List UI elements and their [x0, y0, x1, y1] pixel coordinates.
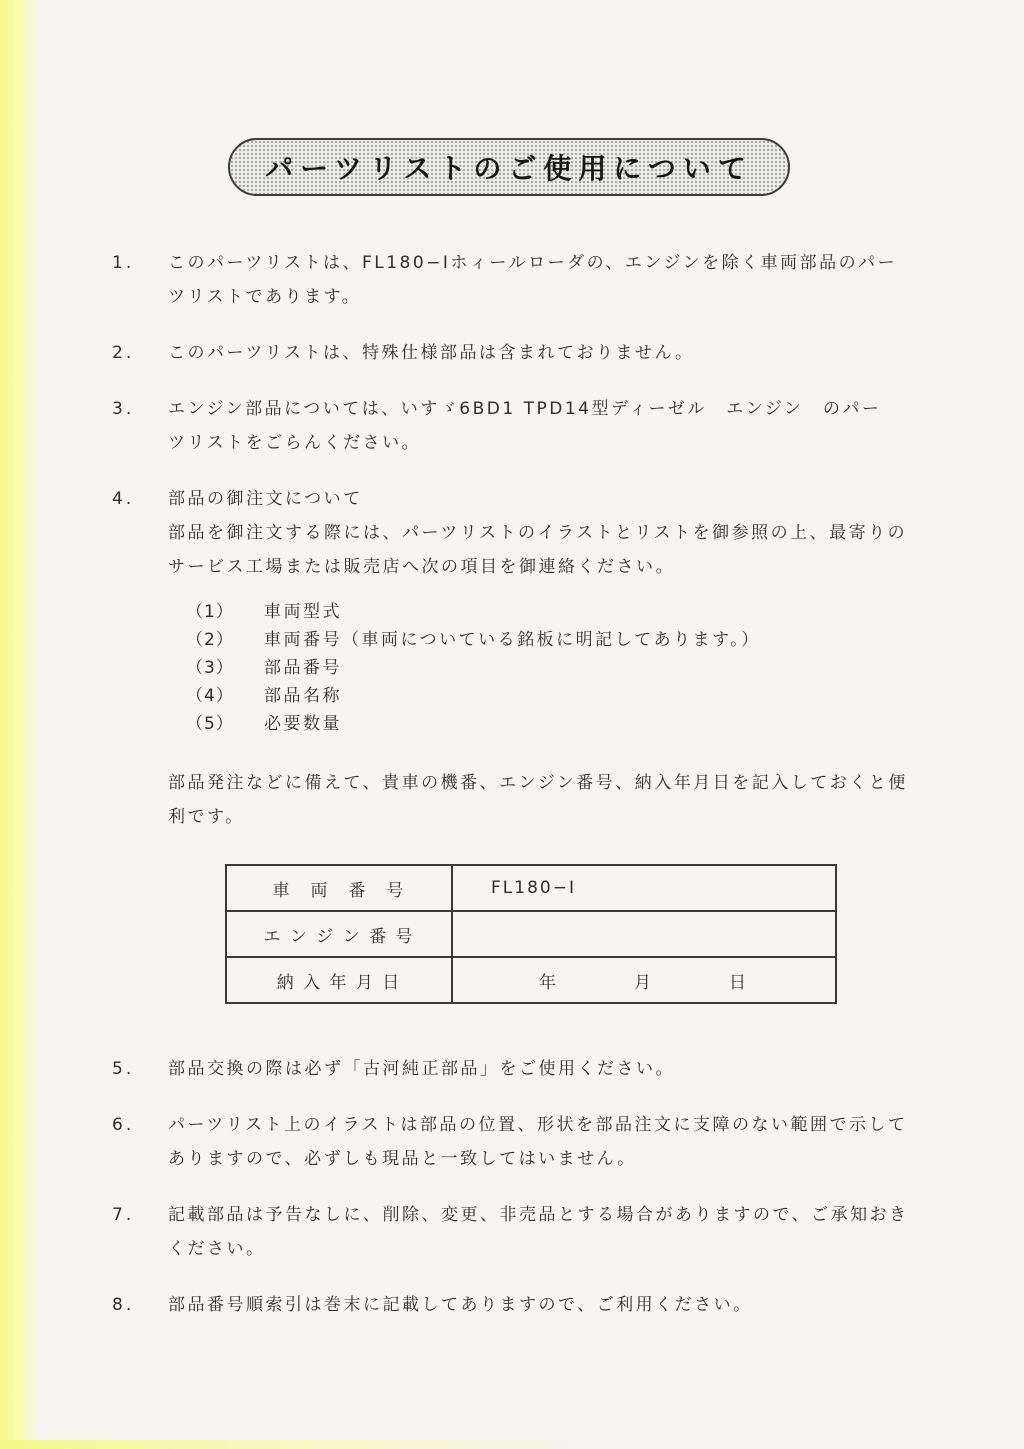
list-item-6	[112, 1108, 944, 1176]
vehicle-info-table-wrap	[225, 864, 944, 1004]
item-number: 8.	[112, 1295, 135, 1315]
item-line: このパーツリストは、FL180−Iホィールローダの、エンジンを除く車両部品のパー	[168, 253, 898, 273]
item-text	[168, 482, 944, 834]
item-heading: 部品の御注文について	[168, 489, 363, 509]
item-line: 記載部品は予告なしに、削除、変更、非売品とする場合がありますので、ご承知おき	[168, 1205, 909, 1225]
item-line: サービス工場または販売店へ次の項目を御連絡ください。	[168, 557, 675, 577]
note-line: 利です。	[168, 807, 245, 827]
sublist-row	[186, 682, 944, 710]
item-text	[168, 1198, 944, 1266]
note-paragraph	[168, 766, 944, 834]
item-number: 6.	[112, 1115, 135, 1135]
sublist-row	[186, 654, 944, 682]
list-item-1	[112, 246, 944, 314]
sublist-row	[186, 598, 944, 626]
item-line: このパーツリストは、特殊仕様部品は含まれておりません。	[168, 343, 695, 363]
sublist-number: （2）	[186, 630, 234, 650]
item-line: 部品を御注文する際には、パーツリストのイラストとリストを御参照の上、最寄りの	[168, 523, 908, 543]
note-line: 部品発注などに備えて、貴車の機番、エンジン番号、納入年月日を記入しておくと便	[168, 773, 908, 793]
item-number: 5.	[112, 1059, 135, 1079]
table-value-cell: 年 月 日	[452, 957, 836, 1003]
list-item-2	[112, 336, 944, 370]
item-line: エンジン部品については、いすゞ6BD1 TPD14型ディーゼル エンジン のパー	[168, 399, 882, 419]
list-item-4	[112, 482, 944, 834]
item-line: 部品番号順索引は巻末に記載してありますので、ご利用ください。	[168, 1295, 753, 1315]
item-line: ツリストをごらんください。	[168, 433, 422, 453]
table-row-engine-number	[226, 911, 836, 957]
table-label-cell: エ ン ジ ン 番 号	[226, 911, 452, 957]
sublist-number: （5）	[186, 714, 234, 734]
item-text	[168, 1288, 944, 1322]
item-number: 7.	[112, 1205, 135, 1225]
item-number: 3.	[112, 399, 135, 419]
vehicle-info-table	[225, 864, 837, 1004]
sublist-label: 必要数量	[264, 714, 342, 734]
ordering-info-sublist	[186, 598, 944, 738]
item-text	[168, 1108, 944, 1176]
item-number: 2.	[112, 343, 135, 363]
item-text	[168, 246, 944, 314]
sublist-number: （4）	[186, 686, 234, 706]
table-value-cell	[452, 911, 836, 957]
sublist-label: 部品名称	[264, 686, 342, 706]
list-item-3	[112, 392, 944, 460]
sublist-number: （1）	[186, 602, 234, 622]
table-value-cell: FL180−I	[452, 865, 836, 911]
sublist-number: （3）	[186, 658, 234, 678]
item-line: パーツリスト上のイラストは部品の位置、形状を部品注文に支障のない範囲で示して	[168, 1115, 908, 1135]
item-line: ありますので、必ずしも現品と一致してはいません。	[168, 1149, 637, 1169]
sublist-label: 部品番号	[264, 658, 342, 678]
scan-yellow-bottom-edge	[0, 1440, 594, 1449]
item-line: ツリストであります。	[168, 287, 362, 307]
item-number: 4.	[112, 489, 135, 509]
item-line: 部品交換の際は必ず「古河純正部品」をご使用ください。	[168, 1059, 675, 1079]
table-label-cell: 車 両 番 号	[226, 865, 452, 911]
item-text	[168, 392, 944, 460]
sublist-label: 車両型式	[264, 602, 342, 622]
sublist-label: 車両番号（車両についている銘板に明記してあります。）	[264, 630, 761, 650]
sublist-row	[186, 710, 944, 738]
item-number: 1.	[112, 253, 135, 273]
sublist-row	[186, 626, 944, 654]
list-item-5	[112, 1052, 944, 1086]
table-row-vehicle-number	[226, 865, 836, 911]
item-line: ください。	[168, 1239, 266, 1259]
table-label-cell: 納 入 年 月 日	[226, 957, 452, 1003]
page-title: パーツリストのご使用について	[265, 152, 753, 185]
list-item-7	[112, 1198, 944, 1266]
table-row-delivery-date	[226, 957, 836, 1003]
list-item-8	[112, 1288, 944, 1322]
item-text	[168, 1052, 944, 1086]
item-text	[168, 336, 944, 370]
